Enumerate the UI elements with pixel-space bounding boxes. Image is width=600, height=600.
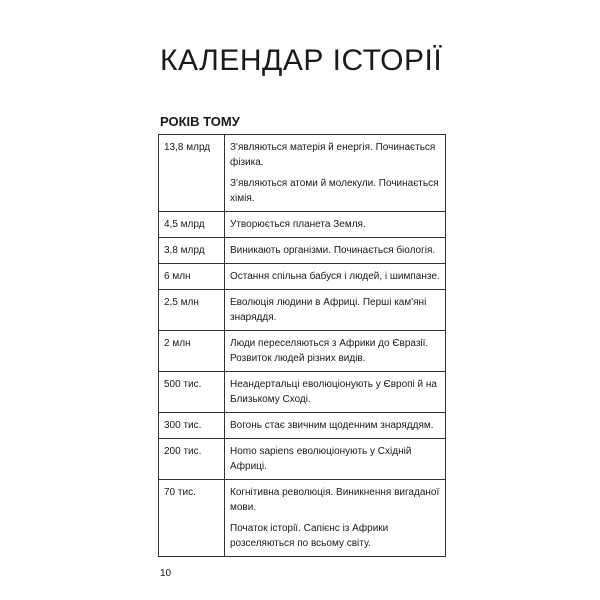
event-text: Неандертальці еволюціонують у Європі й на Близькому Сході. <box>230 379 437 405</box>
event-text: Виникають організми. Починається біологія. <box>230 245 436 256</box>
page-number: 10 <box>160 568 172 579</box>
event-text: Еволюція людини в Африці. Перші кам'яні знаряддя. <box>230 297 427 323</box>
row-when: 500 тис. <box>159 372 225 413</box>
row-events <box>225 264 446 290</box>
row-events <box>225 212 446 238</box>
table-row <box>159 238 446 264</box>
row-events <box>225 331 446 372</box>
row-events <box>225 238 446 264</box>
table-row <box>159 413 446 439</box>
row-events <box>225 135 446 212</box>
table-row <box>159 439 446 480</box>
row-when: 200 тис. <box>159 439 225 480</box>
row-events <box>225 480 446 557</box>
event-text: Утворюється планета Земля. <box>230 219 366 230</box>
event-text: Homo sapiens еволюціонують у Східній Африці. <box>230 446 412 472</box>
row-when: 4,5 млрд <box>159 212 225 238</box>
table-row <box>159 372 446 413</box>
row-events <box>225 439 446 480</box>
row-when: 300 тис. <box>159 413 225 439</box>
section-heading: РОКІВ ТОМУ <box>160 114 240 129</box>
table-row <box>159 264 446 290</box>
row-when: 6 млн <box>159 264 225 290</box>
table-row <box>159 135 446 212</box>
row-when: 13,8 млрд <box>159 135 225 212</box>
row-when: 3,8 млрд <box>159 238 225 264</box>
event-text: Остання спільна бабуся і людей, і шимпанзе. <box>230 271 440 282</box>
timeline-table <box>158 134 446 557</box>
event-text: Вогонь стає звичним щоденним знаряддям. <box>230 420 434 431</box>
row-when: 2,5 млн <box>159 290 225 331</box>
row-events <box>225 372 446 413</box>
row-when: 70 тис. <box>159 480 225 557</box>
page-title: КАЛЕНДАР ІСТОРІЇ <box>160 44 443 77</box>
table-row <box>159 212 446 238</box>
table-row <box>159 480 446 557</box>
table-row <box>159 290 446 331</box>
row-events <box>225 290 446 331</box>
event-text: Початок історії. Сапієнс із Африки розселяються по всьому світу. <box>230 523 389 549</box>
event-text: З'являються матерія й енергія. Починається фізика. <box>230 142 436 168</box>
table-row <box>159 331 446 372</box>
event-text: Когнітивна революція. Виникнення вигаданої мови. <box>230 487 440 513</box>
event-text: Люди переселяються з Африки до Євразії. Розвиток людей різних видів. <box>230 338 429 364</box>
row-events <box>225 413 446 439</box>
row-when: 2 млн <box>159 331 225 372</box>
event-text: З'являються атоми й молекули. Починається хімія. <box>230 178 439 204</box>
